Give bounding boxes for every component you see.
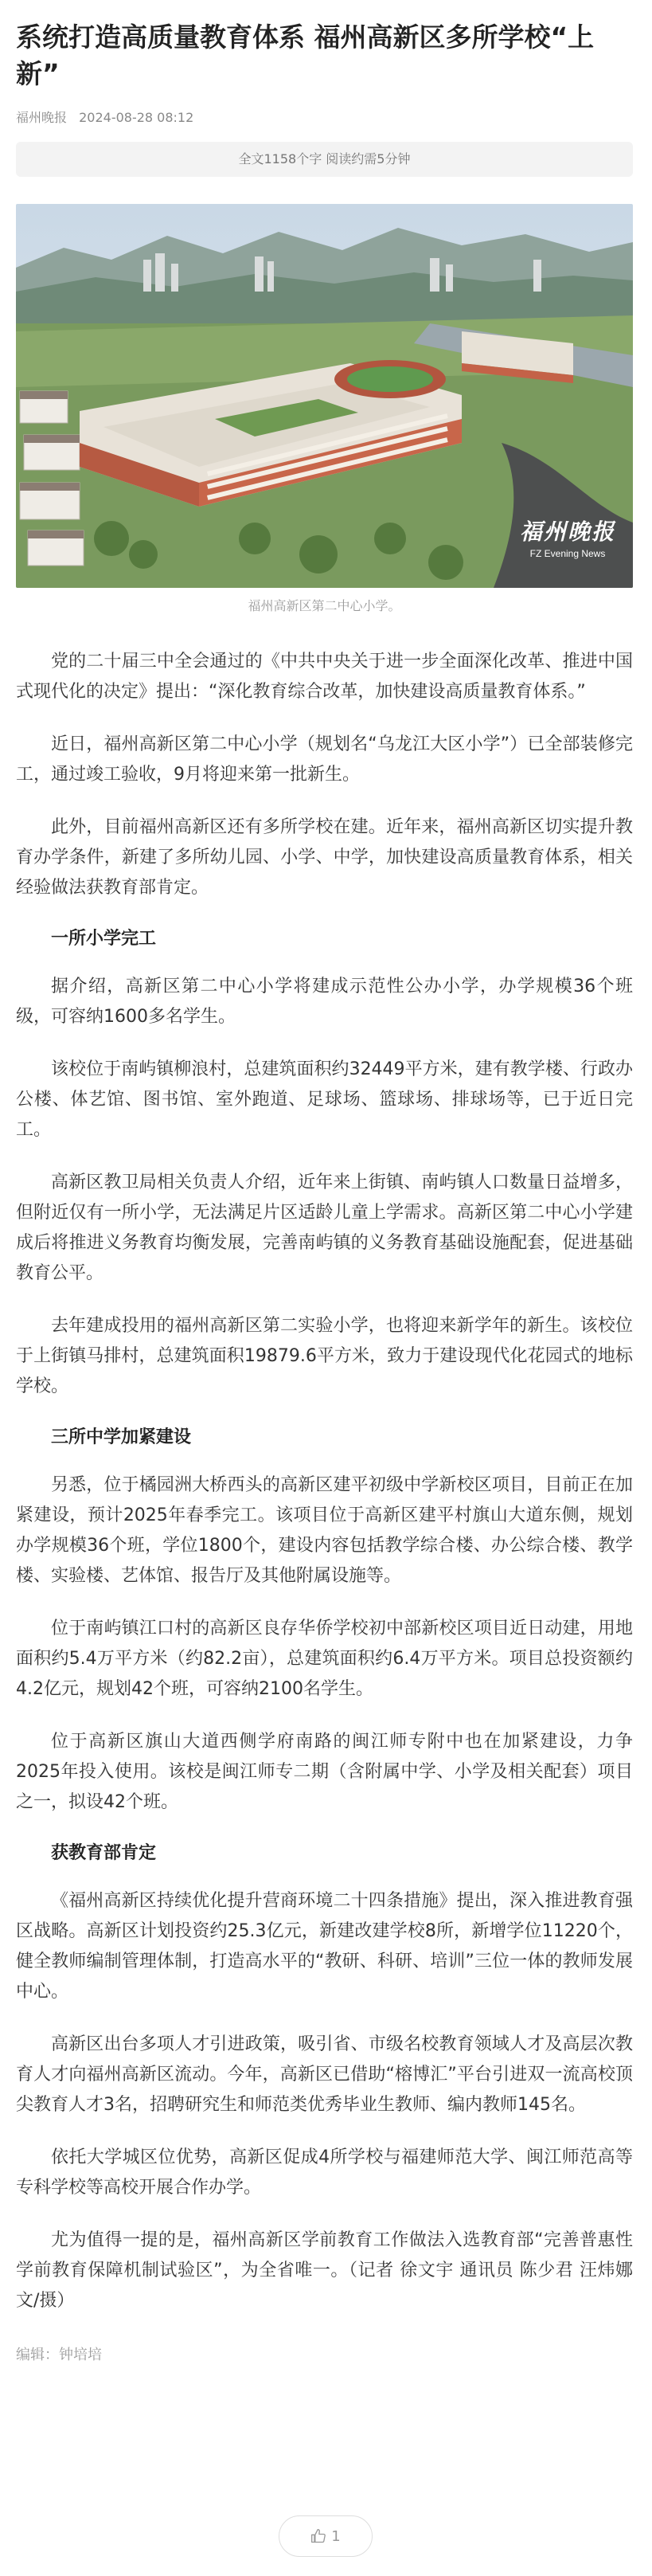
article-datetime: 2024-08-28 08:12	[79, 110, 194, 125]
paragraph: 《福州高新区持续优化提升营商环境二十四条措施》提出，深入推进教育强区战略。高新区计划投资约25.3亿元，新建改建学校8所，新增学位11220个，健全教师编制管理体制，打造高水平的“教研、科研、培训”三位一体的教师发展中心。	[16, 1891, 633, 2002]
paragraph: 位于高新区旗山大道西侧学府南路的闽江师专附中也在加紧建设，力争2025年投入使用。该校是闽江师专二期（含附属中学、小学及相关配套）项目之一，拟设42个班。	[16, 1732, 633, 1812]
paragraph: 去年建成投用的福州高新区第二实验小学，也将迎来新学年的新生。该校位于上街镇马排村，总建筑面积19879.6平方米，致力于建设现代化花园式的地标学校。	[16, 1316, 633, 1396]
paragraph: 党的二十届三中全会通过的《中共中央关于进一步全面深化改革、推进中国式现代化的决定》提出：“深化教育综合改革，加快建设高质量教育体系。”	[16, 652, 633, 702]
section-heading: 获教育部肯定	[51, 1843, 157, 1863]
paragraph: 此外，目前福州高新区还有多所学校在建。近年来，福州高新区切实提升教育办学条件，新建了多所幼儿园、小学、中学，加快建设高质量教育体系，相关经验做法获教育部肯定。	[16, 817, 633, 898]
article-title: 系统打造高质量教育体系 福州高新区多所学校“上新”	[16, 22, 595, 89]
paragraph: 高新区教卫局相关负责人介绍，近年来上街镇、南屿镇人口数量日益增多，但附近仅有一所小学，无法满足片区适龄儿童上学需求。高新区第二中心小学建成后将推进义务教育均衡发展，完善南屿镇的义务教育基础设施配套，促进基础教育公平。	[16, 1173, 633, 1283]
paragraph: 尤为值得一提的是，福州高新区学前教育工作做法入选教育部“完善普惠性学前教育保障机制试验区”，为全省唯一。（记者 徐文宇 通讯员 陈少君 汪炜娜 文/摄）	[16, 2230, 633, 2311]
paragraph: 位于南屿镇江口村的高新区良存华侨学校初中部新校区项目近日动建，用地面积约5.4万平方米（约82.2亩），总建筑面积约6.4万平方米。项目总投资额约4.2亿元，规划42个班，可容纳2100名学生。	[16, 1619, 633, 1699]
paragraph: 依托大学城区位优势，高新区促成4所学校与福建师范大学、闽江师范高等专科学校等高校开展合作办学。	[16, 2147, 633, 2198]
watermark-cn: 福州晚报	[519, 519, 615, 545]
like-count: 1	[331, 2527, 341, 2545]
reading-summary: 全文1158个字 阅读约需5分钟	[16, 142, 633, 177]
section-heading: 三所中学加紧建设	[51, 1427, 192, 1447]
paragraph: 另悉，位于橘园洲大桥西头的高新区建平初级中学新校区项目，目前正在加紧建设，预计2025年春季完工。该项目位于高新区建平村旗山大道东侧，规划办学规模36个班，学位1800个，建设内容包括教学综合楼、办公综合楼、教学楼、实验楼、艺体馆、报告厅及其他附属设施等。	[16, 1475, 633, 1586]
image-caption: 福州高新区第二中心小学。	[248, 598, 401, 613]
article	[16, 0, 633, 2367]
like-button[interactable]	[279, 2515, 373, 2557]
paragraph: 高新区出台多项人才引进政策，吸引省、市级名校教育领域人才及高层次教育人才向福州高新区流动。今年，高新区已借助“榕博汇”平台引进双一流高校顶尖教育人才3名，招聘研究生和师范类优秀毕业生教师、编内教师145名。	[16, 2034, 633, 2115]
watermark-en: FZ Evening News	[529, 548, 606, 559]
article-photo[interactable]	[16, 204, 633, 588]
section-heading: 一所小学完工	[51, 929, 157, 949]
editor-credit: 编辑：钟培培	[16, 2347, 102, 2363]
thumbs-up-icon	[310, 2528, 326, 2544]
paragraph: 据介绍，高新区第二中心小学将建成示范性公办小学，办学规模36个班级，可容纳1600多名学生。	[16, 977, 633, 1027]
article-body	[16, 647, 633, 2316]
article-source[interactable]: 福州晚报	[16, 110, 68, 125]
paragraph: 该校位于南屿镇柳浪村，总建筑面积约32449平方米，建有教学楼、行政办公楼、体艺馆、图书馆、室外跑道、足球场、篮球场、排球场等，已于近日完工。	[16, 1059, 633, 1140]
article-meta	[16, 108, 633, 127]
paragraph: 近日，福州高新区第二中心小学（规划名“乌龙江大区小学”）已全部装修完工，通过竣工验收，9月将迎来第一批新生。	[16, 734, 633, 785]
newspaper-watermark	[520, 515, 615, 559]
